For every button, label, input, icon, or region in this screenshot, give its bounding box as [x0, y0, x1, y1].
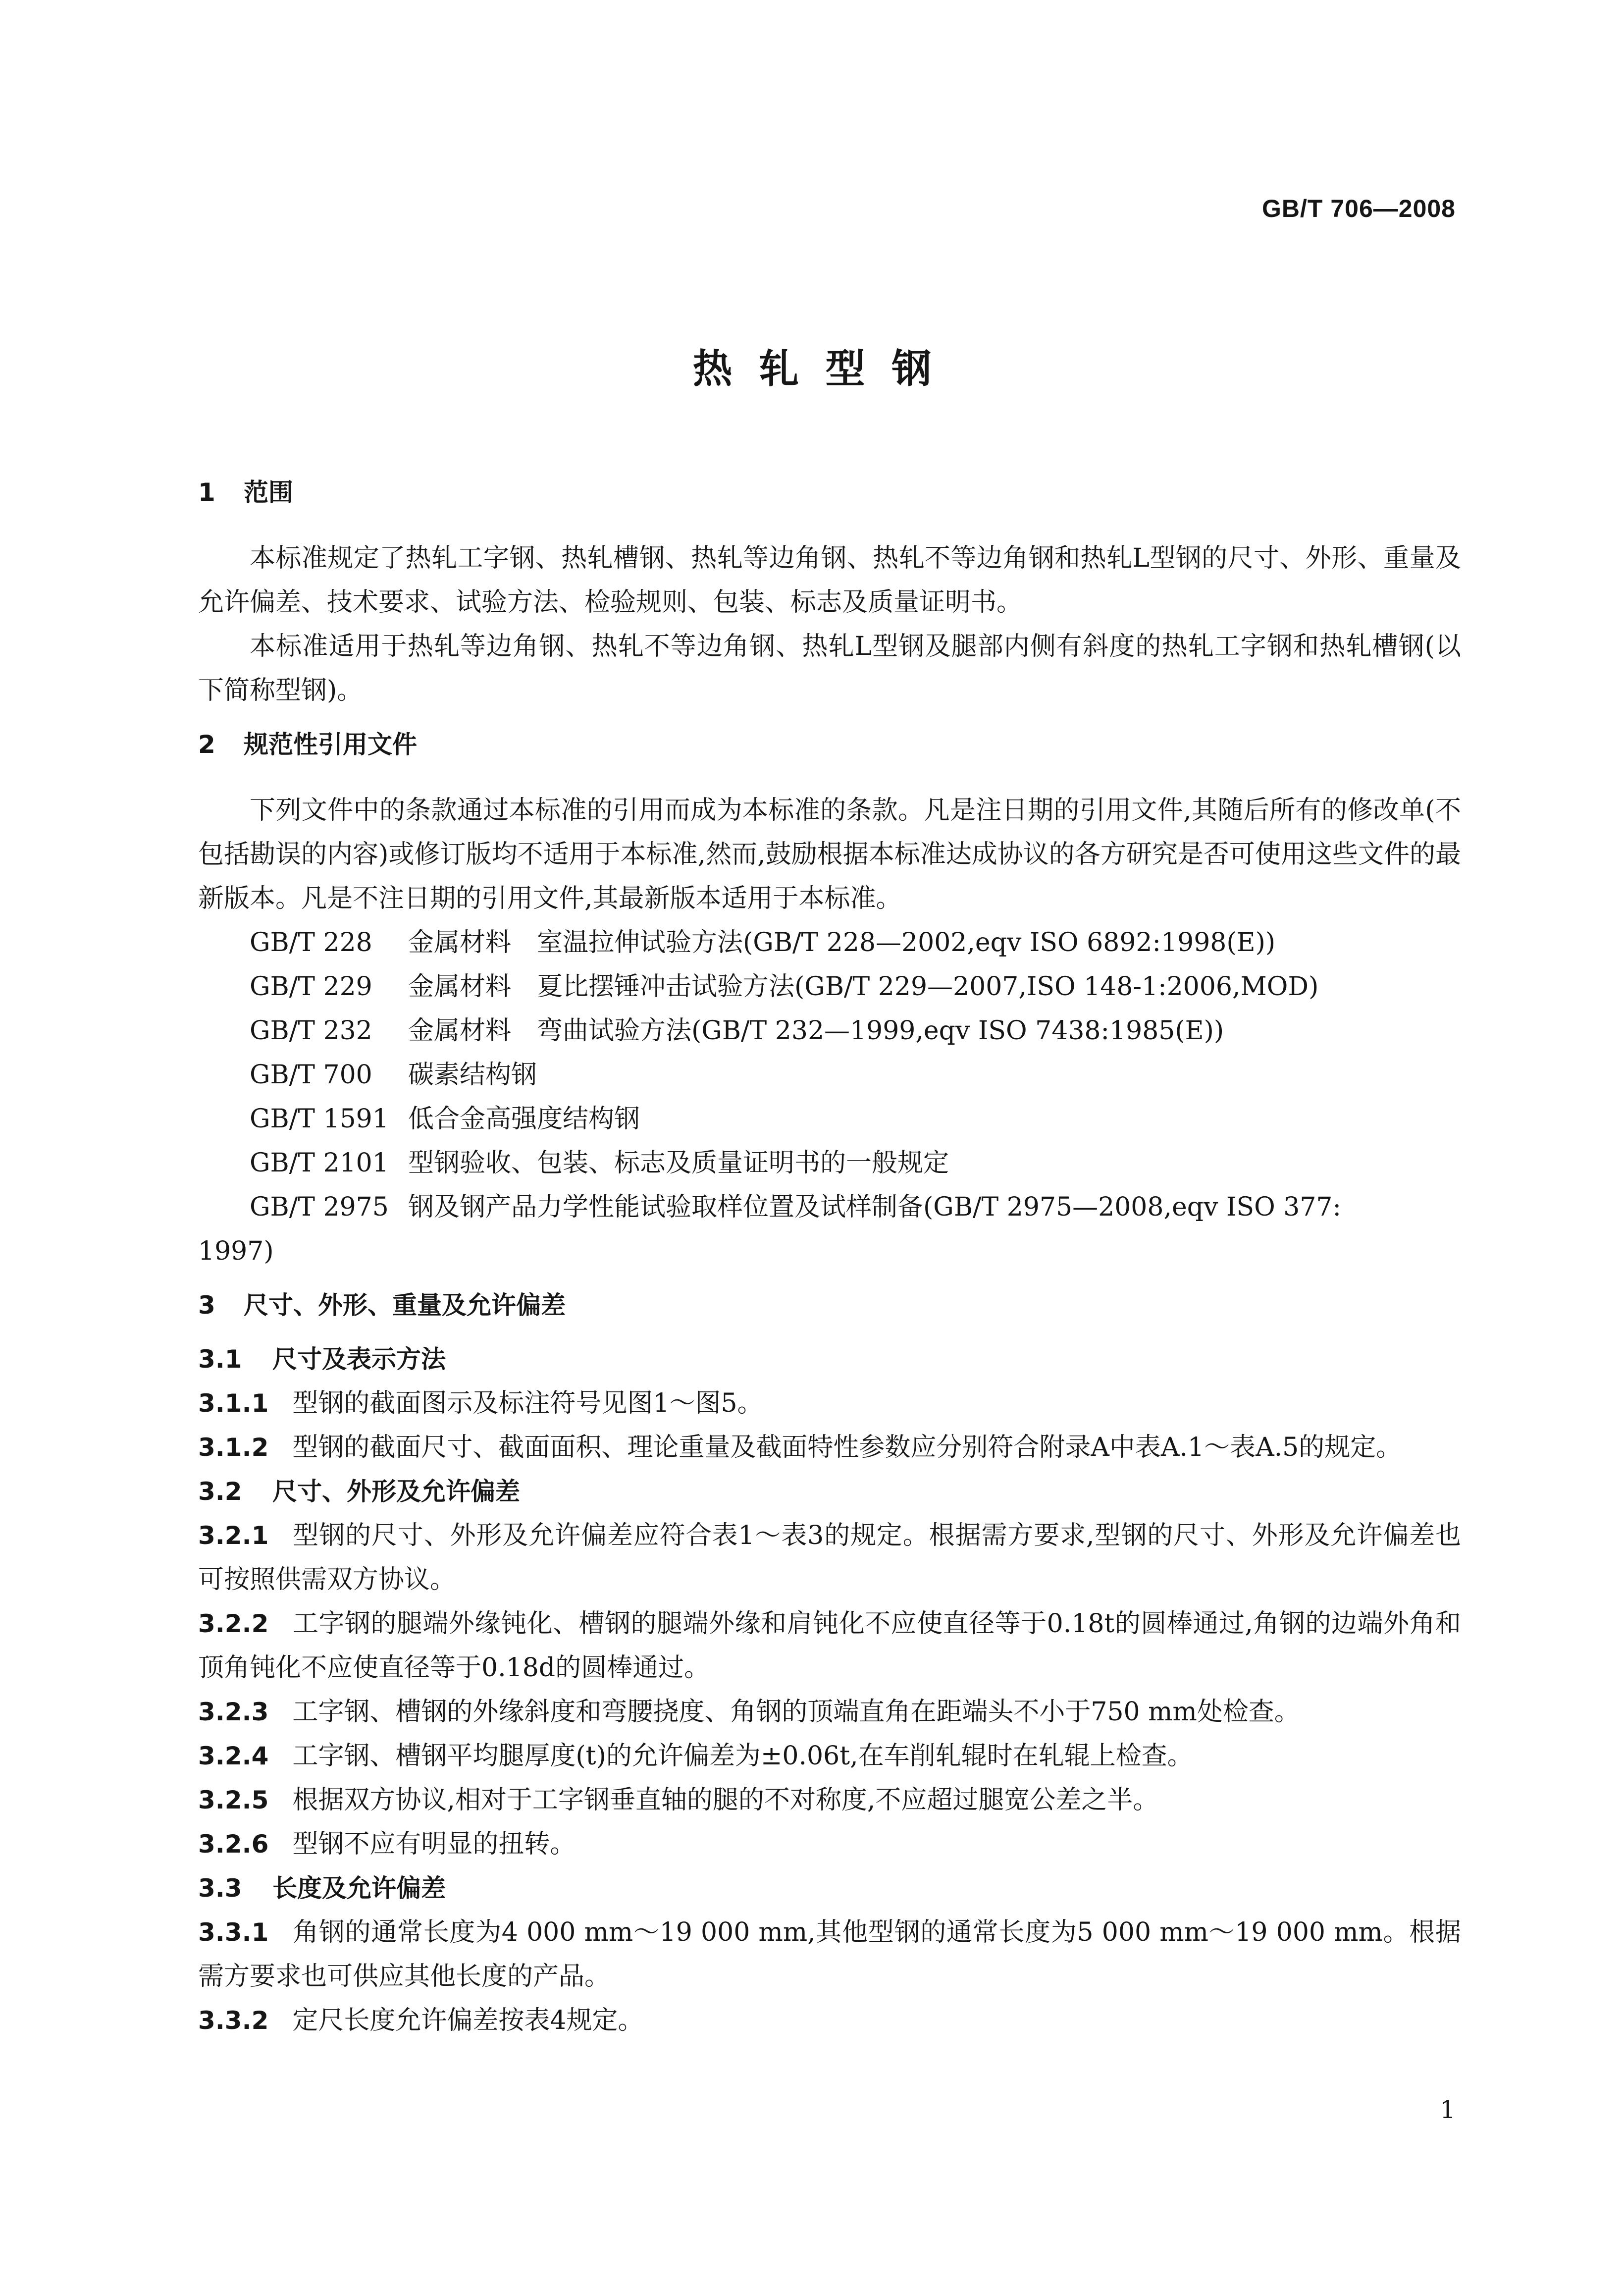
clause-text: 定尺长度允许偏差按表4规定。: [292, 2006, 644, 2035]
reference-item: [198, 965, 1461, 1009]
subsection-3-1-heading: [198, 1337, 1461, 1382]
reference-item: [198, 921, 1461, 965]
reference-code: GB/T 232: [250, 1016, 372, 1046]
subsection-title: 尺寸、外形及允许偏差: [272, 1477, 520, 1506]
reference-code: GB/T 228: [250, 928, 372, 957]
reference-text: 金属材料 室温拉伸试验方法(GB/T 228—2002,eqv ISO 6892:1998(E)): [408, 928, 1276, 957]
clause-number: 3.3.1: [198, 1918, 269, 1947]
clause-number: 3.2.5: [198, 1786, 269, 1814]
section-2-intro: 下列文件中的条款通过本标准的引用而成为本标准的条款。凡是注日期的引用文件,其随后所有的修改单(不包括勘误的内容)或修订版均不适用于本标准,然而,鼓励根据本标准达成协议的各方研究是否可使用这些文件的最新版本。凡是不注日期的引用文件,其最新版本适用于本标准。: [198, 796, 1461, 913]
section-number: 3: [198, 1291, 215, 1320]
clause-text: 工字钢、槽钢的外缘斜度和弯腰挠度、角钢的顶端直角在距端头不小于750 mm处检查。: [292, 1697, 1300, 1727]
subsection-title: 长度及允许偏差: [272, 1874, 446, 1903]
clause-text: 工字钢、槽钢平均腿厚度(t)的允许偏差为±0.06t,在车削轧辊时在轧辊上检查。: [292, 1741, 1193, 1771]
subsection-title: 尺寸及表示方法: [272, 1345, 446, 1374]
section-number: 1: [198, 478, 215, 507]
standard-number: GB/T 706—2008: [1262, 195, 1456, 222]
subsection-3-3-heading: [198, 1866, 1461, 1911]
clause-number: 3.1.2: [198, 1433, 269, 1462]
clause-3-2-2: [198, 1602, 1461, 1690]
clause-3-1-2: [198, 1426, 1461, 1470]
reference-text: 碳素结构钢: [408, 1060, 537, 1090]
reference-text: 低合金高强度结构钢: [408, 1104, 640, 1134]
section-3-heading: [198, 1283, 1461, 1328]
clause-3-2-3: [198, 1690, 1461, 1734]
reference-item: [198, 1141, 1461, 1185]
section-1-heading: [198, 471, 1461, 515]
reference-item: [198, 1185, 1461, 1229]
clause-text: 型钢的截面图示及标注符号见图1～图5。: [292, 1388, 763, 1418]
clause-3-2-4: [198, 1734, 1461, 1778]
reference-code: GB/T 700: [250, 1060, 372, 1090]
clause-number: 3.3.2: [198, 2006, 269, 2035]
reference-text: 型钢验收、包装、标志及质量证明书的一般规定: [408, 1148, 949, 1178]
clause-number: 3.1.1: [198, 1389, 269, 1418]
clause-3-3-1: [198, 1911, 1461, 1999]
section-2-heading: [198, 723, 1461, 767]
reference-item: [198, 1053, 1461, 1097]
section-title: 尺寸、外形、重量及允许偏差: [244, 1291, 566, 1320]
clause-text: 根据双方协议,相对于工字钢垂直轴的腿的不对称度,不应超过腿宽公差之半。: [292, 1785, 1159, 1815]
clause-text: 工字钢的腿端外缘钝化、槽钢的腿端外缘和肩钝化不应使直径等于0.18t的圆棒通过,角钢的边端外角和顶角钝化不应使直径等于0.18d的圆棒通过。: [198, 1609, 1461, 1683]
clause-text: 型钢的截面尺寸、截面面积、理论重量及截面特性参数应分别符合附录A中表A.1～表A.5的规定。: [292, 1433, 1402, 1462]
section-1-paragraph-2: 本标准适用于热轧等边角钢、热轧不等边角钢、热轧L型钢及腿部内侧有斜度的热轧工字钢和热轧槽钢(以下简称型钢)。: [198, 632, 1461, 705]
subsection-number: 3.1: [198, 1345, 242, 1374]
reference-text: 钢及钢产品力学性能试验取样位置及试样制备(GB/T 2975—2008,eqv ISO 377:: [408, 1192, 1342, 1222]
clause-number: 3.2.1: [198, 1521, 269, 1550]
clause-3-2-6: [198, 1822, 1461, 1866]
subsection-3-2-heading: [198, 1470, 1461, 1514]
clause-number: 3.2.6: [198, 1830, 269, 1859]
clause-number: 3.2.2: [198, 1609, 269, 1638]
reference-item: [198, 1097, 1461, 1141]
reference-continuation: 1997): [198, 1236, 274, 1266]
subsection-number: 3.2: [198, 1477, 242, 1506]
reference-code: GB/T 229: [250, 972, 372, 1002]
reference-code: GB/T 1591: [250, 1104, 389, 1134]
reference-text: 金属材料 夏比摆锤冲击试验方法(GB/T 229—2007,ISO 148-1:2006,MOD): [408, 972, 1319, 1002]
clause-text: 型钢不应有明显的扭转。: [292, 1829, 576, 1859]
document-title: 热轧型钢: [692, 346, 958, 392]
document-body: [198, 471, 1461, 2043]
clause-3-2-1: [198, 1514, 1461, 1602]
clause-number: 3.2.3: [198, 1698, 269, 1726]
clause-text: 型钢的尺寸、外形及允许偏差应符合表1～表3的规定。根据需方要求,型钢的尺寸、外形及允许偏差也可按照供需双方协议。: [198, 1521, 1461, 1595]
section-1-paragraph-1: 本标准规定了热轧工字钢、热轧槽钢、热轧等边角钢、热轧不等边角钢和热轧L型钢的尺寸、外形、重量及允许偏差、技术要求、试验方法、检验规则、包装、标志及质量证明书。: [198, 543, 1461, 617]
reference-text: 金属材料 弯曲试验方法(GB/T 232—1999,eqv ISO 7438:1985(E)): [408, 1016, 1224, 1046]
page-number: 1: [1440, 2095, 1456, 2124]
reference-item: [198, 1009, 1461, 1053]
section-title: 规范性引用文件: [244, 730, 417, 759]
clause-number: 3.2.4: [198, 1742, 269, 1770]
clause-3-2-5: [198, 1778, 1461, 1822]
reference-code: GB/T 2101: [250, 1148, 389, 1178]
subsection-number: 3.3: [198, 1874, 242, 1903]
clause-text: 角钢的通常长度为4 000 mm～19 000 mm,其他型钢的通常长度为5 000 mm～19 000 mm。根据需方要求也可供应其他长度的产品。: [198, 1917, 1461, 1991]
clause-3-1-1: [198, 1382, 1461, 1426]
section-number: 2: [198, 730, 215, 759]
clause-3-3-2: [198, 1999, 1461, 2043]
reference-code: GB/T 2975: [250, 1192, 389, 1222]
section-title: 范围: [244, 478, 293, 507]
